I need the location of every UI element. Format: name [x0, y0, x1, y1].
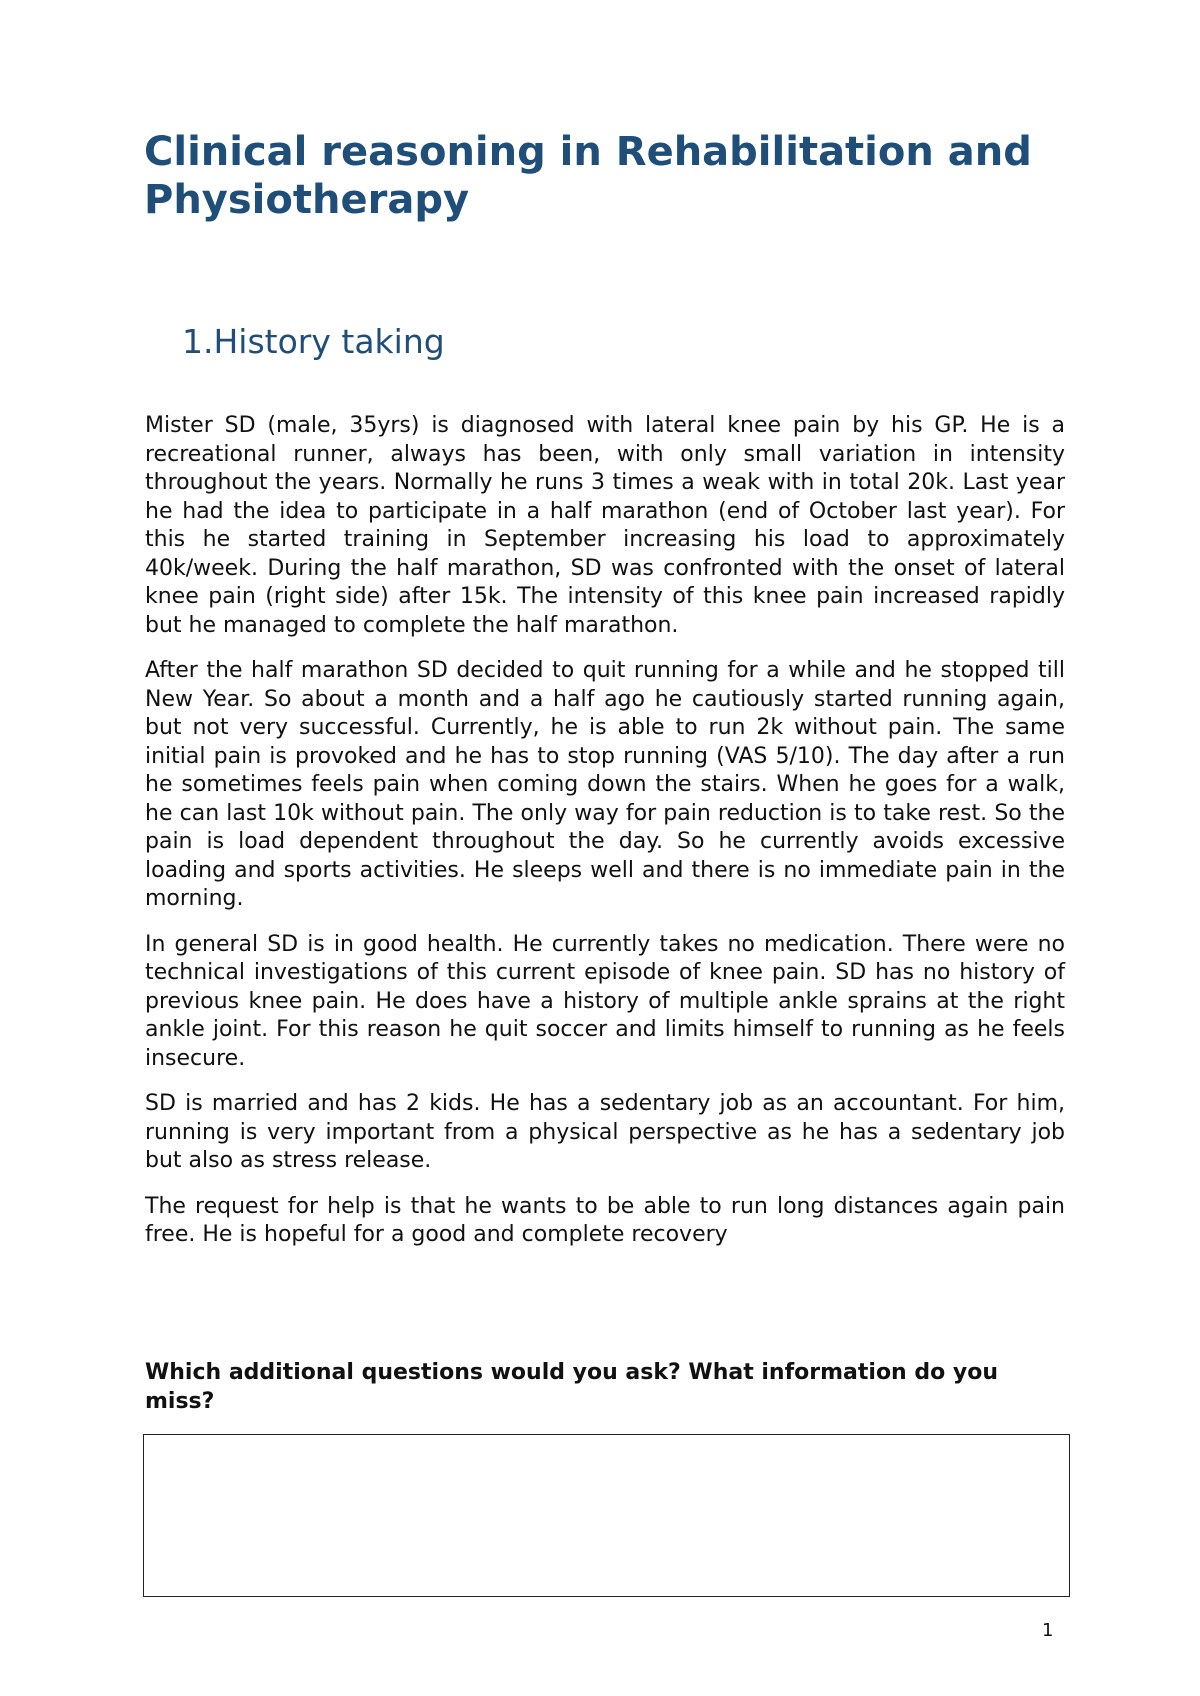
- page-number: 1: [1042, 1620, 1054, 1641]
- answer-box[interactable]: [143, 1434, 1070, 1597]
- paragraph-social-context: SD is married and has 2 kids. He has a sedentary job as an accountant. For him, running is very important from a physical perspective as he has a sedentary job but also as stress release.: [145, 1091, 1065, 1173]
- paragraph-case-intro: Mister SD (male, 35yrs) is diagnosed with lateral knee pain by his GP. He is a recreational runner, always has been, with only small variation in intensity throughout the years. Normally he runs 3 times a weak with in total 20k. Last year he had the idea to participate in a half marathon (end of October last year). For this he started training in September increasing his load to approximately 40k/week. During the half marathon, SD was confronted with the onset of lateral knee pain (right side) after 15k. The intensity of this knee pain increased rapidly but he managed to complete the half marathon.: [145, 413, 1065, 638]
- section-heading-history-taking: 1.History taking: [182, 322, 445, 361]
- paragraph-general-health: In general SD is in good health. He currently takes no medication. There were no technical investigations of this current episode of knee pain. SD has no history of previous knee pain. He does have a history of multiple ankle sprains at the right ankle joint. For this reason he quit soccer and limits himself to running as he feels insecure.: [145, 931, 1065, 1071]
- exercise-question: Which additional questions would you ask? What information do you miss?: [145, 1360, 999, 1414]
- paragraph-after-marathon: After the half marathon SD decided to quit running for a while and he stopped till New Year. So about a month and a half ago he cautiously started running again, but not very successful. Currently, he is able to run 2k without pain. The same initial pain is provoked and he has to stop running (VAS 5/10). The day after a run he sometimes feels pain when coming down the stairs. When he goes for a walk, he can last 10k without pain. The only way for pain reduction is to take rest. So the pain is load dependent throughout the day. So he currently avoids excessive loading and sports activities. He sleeps well and there is no immediate pain in the morning.: [145, 658, 1065, 911]
- document-title: Clinical reasoning in Rehabilitation and Physiotherapy: [144, 129, 1032, 223]
- paragraph-request-for-help: The request for help is that he wants to be able to run long distances again pain free. He is hopeful for a good and complete recovery: [145, 1193, 1065, 1247]
- case-description: [145, 412, 1065, 1267]
